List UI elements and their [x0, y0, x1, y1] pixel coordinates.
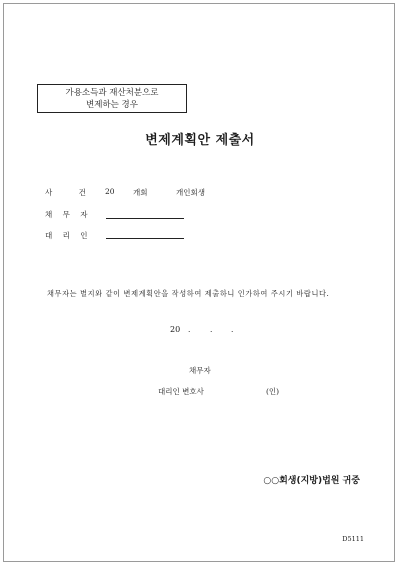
case-kind: 개회 — [133, 188, 148, 197]
case-label: 사 건 — [45, 188, 98, 197]
court-addressee: ○○회생(지방)법원 귀중 — [263, 476, 360, 486]
case-type-box — [37, 84, 187, 113]
case-type-line-1: 가용소득과 재산처분으로 — [65, 88, 159, 98]
debtor-label: 채 무 자 — [45, 210, 92, 219]
signature-agent: 대리인 변호사 — [158, 387, 204, 396]
case-type: 개인회생 — [176, 188, 205, 197]
case-year: 20 — [105, 187, 115, 196]
date-separator-3: . — [231, 325, 234, 334]
agent-name-line — [106, 238, 184, 239]
date-separator-1: . — [188, 325, 191, 334]
statement-text: 채무자는 별지와 같이 변제계획안을 작성하여 제출하니 인가하여 주시기 바랍니다. — [47, 289, 330, 298]
agent-label: 대 리 인 — [45, 231, 92, 240]
date-separator-2: . — [210, 325, 213, 334]
date-year: 20 — [170, 325, 181, 334]
document-title: 변제계획안 제출서 — [145, 133, 255, 148]
signature-debtor: 채무자 — [189, 366, 211, 375]
form-code: D5111 — [342, 535, 364, 543]
case-type-line-2: 변제하는 경우 — [86, 100, 138, 110]
signature-seal: (인) — [266, 387, 280, 396]
debtor-name-line — [106, 218, 184, 219]
